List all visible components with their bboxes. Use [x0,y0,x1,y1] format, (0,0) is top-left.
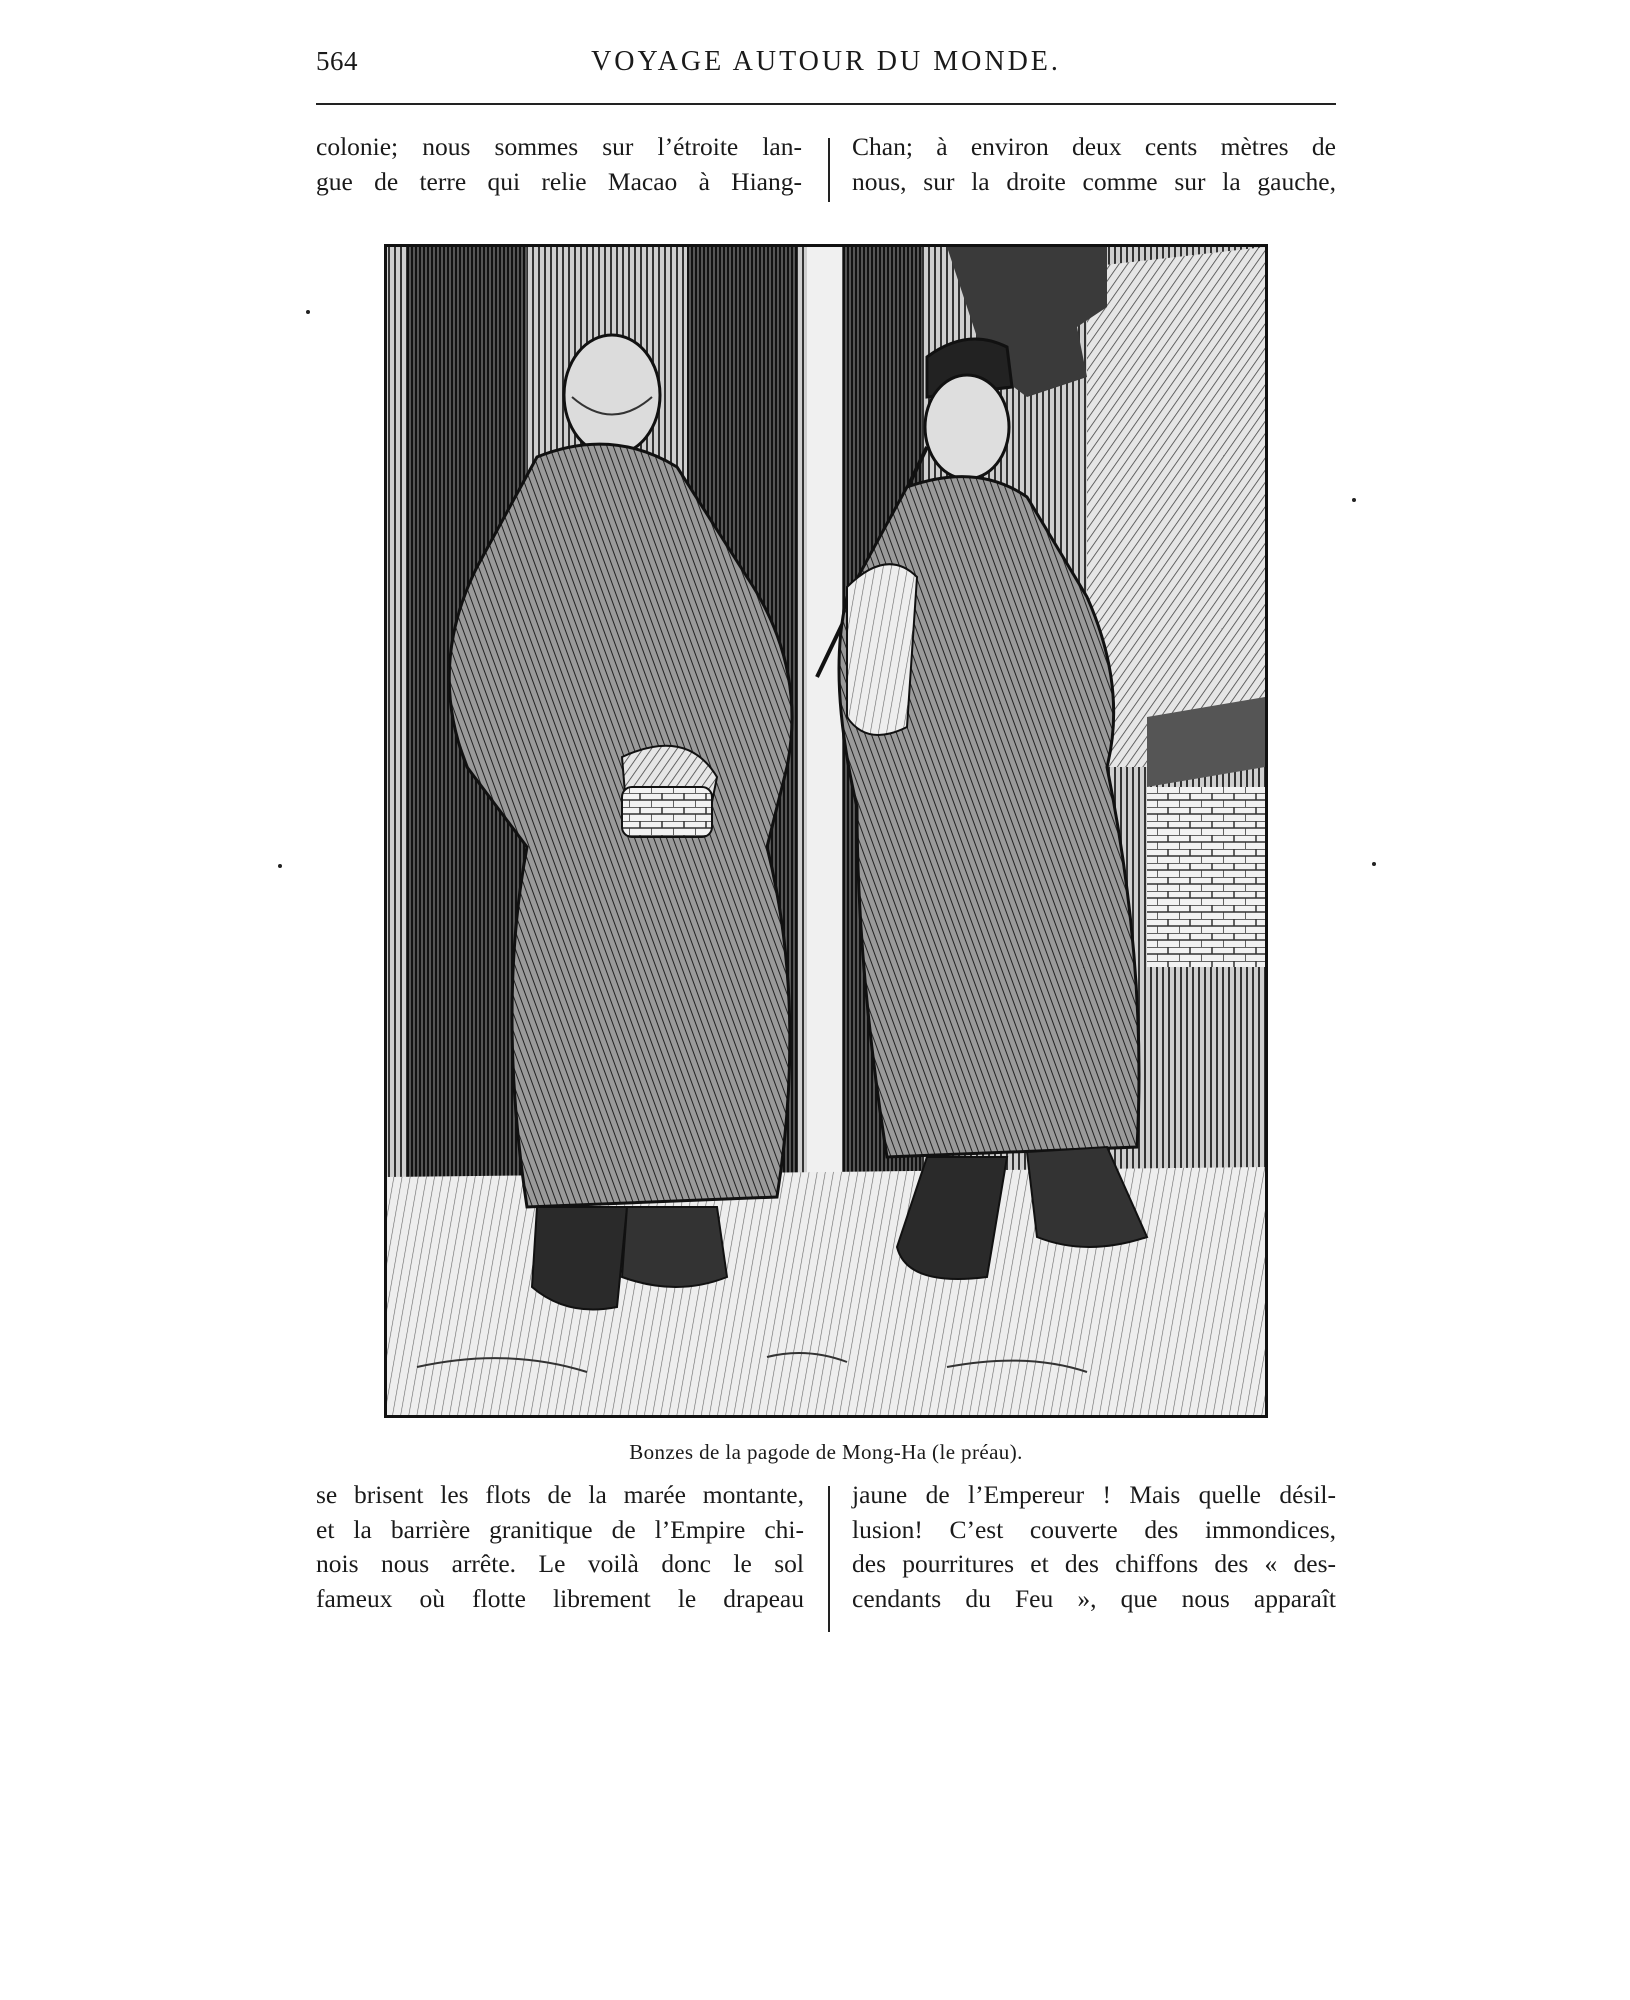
text-line: et la barrière granitique de l’Empire chi- [316,1514,804,1544]
column-divider [828,1486,830,1632]
text-line: colonie; nous sommes sur l’étroite lan- [316,132,802,161]
bottom-left-column [316,1478,804,1616]
top-left-column [316,130,802,199]
header-rule [316,103,1336,105]
running-head [316,46,1336,86]
basket [622,787,712,837]
pillar-highlight [807,247,842,1307]
text-line: cendants du Feu », que nous apparaît [852,1583,1336,1613]
text-line: des pourritures et des chiffons des « des- [852,1549,1336,1578]
running-title: VOYAGE AUTOUR DU MONDE. [591,46,1061,77]
text-line: nous, sur la droite comme sur la gauche, [852,166,1336,196]
bottom-right-column [852,1478,1336,1616]
engraving-drawing [387,247,1265,1415]
page-number: 564 [316,46,358,76]
text-line: se brisent les flots de la marée montante, [316,1480,804,1509]
figure-caption: Bonzes de la pagode de Mong-Ha (le préau). [629,1440,1023,1464]
text-line: fameux où flotte librement le drapeau [316,1583,804,1613]
brick-wall-right [1147,787,1265,967]
print-speck [278,864,282,868]
print-speck [1372,862,1376,866]
text-line: jaune de l’Empereur ! Mais quelle désil- [852,1480,1336,1509]
print-speck [1352,498,1356,502]
text-line: gue de terre qui relie Macao à Hiang- [316,166,802,196]
text-line: lusion! C’est couverte des immondices, [852,1514,1336,1544]
top-right-column [852,130,1336,199]
engraving-illustration [384,244,1268,1418]
print-speck [306,310,310,314]
column-divider [828,138,830,202]
text-line: Chan; à environ deux cents mètres de [852,132,1336,161]
text-line: nois nous arrête. Le voilà donc le sol [316,1549,804,1578]
